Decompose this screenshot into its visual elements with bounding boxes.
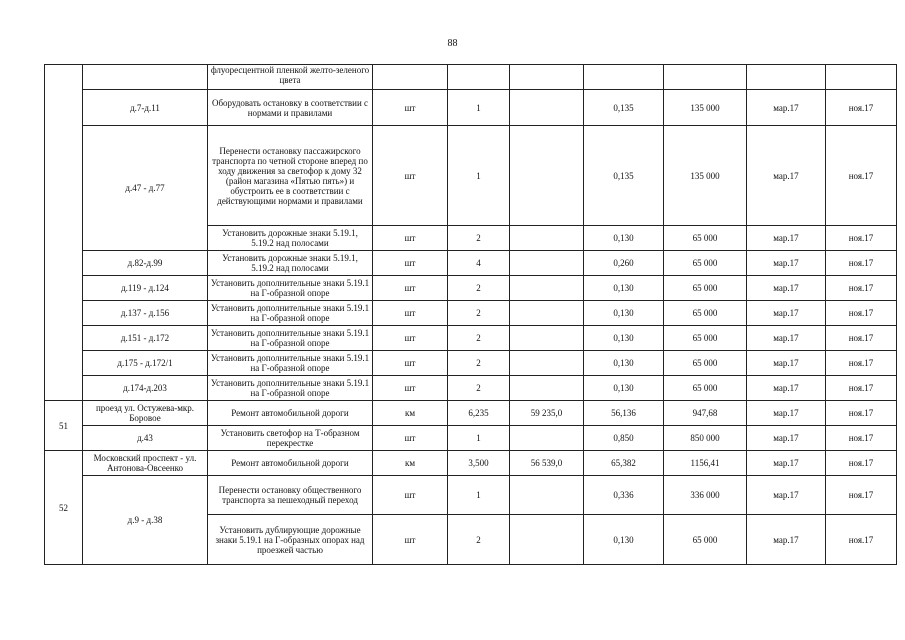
end-cell: ноя.17	[826, 276, 897, 301]
unit-cell: шт	[373, 515, 448, 565]
description-cell: Установить дополнительные знаки 5.19.1 на Г-образной опоре	[208, 376, 373, 401]
unit-cell: шт	[373, 226, 448, 251]
start-cell: мар.17	[747, 426, 826, 451]
end-cell: ноя.17	[826, 401, 897, 426]
unit-cell: шт	[373, 276, 448, 301]
start-cell: мар.17	[747, 90, 826, 126]
area-cell	[510, 301, 584, 326]
area-cell	[510, 226, 584, 251]
table-row	[45, 251, 897, 276]
end-cell: ноя.17	[826, 326, 897, 351]
area-cell: 56 539,0	[510, 451, 584, 476]
cost-cell: 0,130	[584, 276, 664, 301]
unit-cell: км	[373, 401, 448, 426]
unit-cell	[373, 65, 448, 90]
address-cell: д.7-д.11	[83, 90, 208, 126]
start-cell	[747, 65, 826, 90]
price-cell: 65 000	[664, 251, 747, 276]
price-cell: 947,68	[664, 401, 747, 426]
unit-cell: шт	[373, 376, 448, 401]
area-cell: 59 235,0	[510, 401, 584, 426]
unit-cell: шт	[373, 476, 448, 515]
price-cell: 65 000	[664, 515, 747, 565]
quantity-cell: 2	[448, 351, 510, 376]
table-row	[45, 476, 897, 515]
cost-cell: 0,260	[584, 251, 664, 276]
start-cell: мар.17	[747, 376, 826, 401]
quantity-cell: 4	[448, 251, 510, 276]
unit-cell: шт	[373, 301, 448, 326]
cost-cell	[584, 65, 664, 90]
address-cell: д.119 - д.124	[83, 276, 208, 301]
description-cell: Установить дорожные знаки 5.19.1, 5.19.2 над полосами	[208, 251, 373, 276]
price-cell: 65 000	[664, 351, 747, 376]
end-cell: ноя.17	[826, 451, 897, 476]
area-cell	[510, 476, 584, 515]
description-cell: Установить дополнительные знаки 5.19.1 на Г-образной опоре	[208, 326, 373, 351]
table-row	[45, 276, 897, 301]
area-cell	[510, 65, 584, 90]
description-cell: Установить светофор на Т-образном перекрестке	[208, 426, 373, 451]
end-cell: ноя.17	[826, 426, 897, 451]
description-cell: Перенести остановку пассажирского транспорта по четной стороне вперед по ходу движения за светофор к дому 32 (район магазина «Пятью пять») и обустроить ее в соответствии с действующими нормами и правилами	[208, 126, 373, 226]
description-cell: Установить дублирующие дорожные знаки 5.19.1 на Г-образных опорах над проезжей частью	[208, 515, 373, 565]
price-cell: 850 000	[664, 426, 747, 451]
cost-cell: 56,136	[584, 401, 664, 426]
area-cell	[510, 276, 584, 301]
end-cell: ноя.17	[826, 301, 897, 326]
unit-cell: км	[373, 451, 448, 476]
unit-cell: шт	[373, 90, 448, 126]
price-cell: 135 000	[664, 90, 747, 126]
cost-cell: 0,130	[584, 515, 664, 565]
address-cell: д.43	[83, 426, 208, 451]
cost-cell: 0,135	[584, 90, 664, 126]
unit-cell: шт	[373, 426, 448, 451]
address-cell	[83, 65, 208, 90]
end-cell: ноя.17	[826, 90, 897, 126]
cost-cell: 0,850	[584, 426, 664, 451]
price-cell: 65 000	[664, 376, 747, 401]
quantity-cell: 2	[448, 376, 510, 401]
address-cell: д.9 - д.38	[83, 476, 208, 565]
start-cell: мар.17	[747, 401, 826, 426]
quantity-cell: 1	[448, 126, 510, 226]
table-row	[45, 351, 897, 376]
quantity-cell: 2	[448, 301, 510, 326]
table-row	[45, 401, 897, 426]
area-cell	[510, 426, 584, 451]
quantity-cell: 6,235	[448, 401, 510, 426]
area-cell	[510, 326, 584, 351]
quantity-cell: 2	[448, 226, 510, 251]
item-number-cell: 52	[45, 451, 83, 565]
area-cell	[510, 90, 584, 126]
quantity-cell: 2	[448, 276, 510, 301]
address-cell: проезд ул. Остужева-мкр. Боровое	[83, 401, 208, 426]
start-cell: мар.17	[747, 301, 826, 326]
description-cell: Установить дополнительные знаки 5.19.1 на Г-образной опоре	[208, 276, 373, 301]
cost-cell: 0,130	[584, 226, 664, 251]
quantity-cell	[448, 65, 510, 90]
price-cell: 336 000	[664, 476, 747, 515]
quantity-cell: 3,500	[448, 451, 510, 476]
end-cell: ноя.17	[826, 515, 897, 565]
price-cell: 65 000	[664, 326, 747, 351]
unit-cell: шт	[373, 251, 448, 276]
description-cell: Установить дорожные знаки 5.19.1, 5.19.2 над полосами	[208, 226, 373, 251]
description-cell: Перенести остановку общественного транспорта за пешеходный переход	[208, 476, 373, 515]
area-cell	[510, 126, 584, 226]
price-cell: 1156,41	[664, 451, 747, 476]
description-cell: Ремонт автомобильной дороги	[208, 401, 373, 426]
address-cell: Московский проспект - ул. Антонова-Овсеенко	[83, 451, 208, 476]
cost-cell: 0,130	[584, 376, 664, 401]
start-cell: мар.17	[747, 326, 826, 351]
start-cell: мар.17	[747, 476, 826, 515]
end-cell: ноя.17	[826, 376, 897, 401]
area-cell	[510, 251, 584, 276]
cost-cell: 0,130	[584, 351, 664, 376]
works-table	[44, 64, 897, 565]
area-cell	[510, 515, 584, 565]
table-row	[45, 426, 897, 451]
unit-cell: шт	[373, 351, 448, 376]
table-row	[45, 326, 897, 351]
quantity-cell: 2	[448, 326, 510, 351]
end-cell: ноя.17	[826, 126, 897, 226]
table-row	[45, 376, 897, 401]
start-cell: мар.17	[747, 351, 826, 376]
price-cell: 65 000	[664, 301, 747, 326]
area-cell	[510, 376, 584, 401]
table-row	[45, 65, 897, 90]
start-cell: мар.17	[747, 515, 826, 565]
quantity-cell: 2	[448, 515, 510, 565]
table-row	[45, 126, 897, 226]
description-cell: Оборудовать остановку в соответствии с нормами и правилами	[208, 90, 373, 126]
unit-cell: шт	[373, 126, 448, 226]
end-cell: ноя.17	[826, 351, 897, 376]
end-cell: ноя.17	[826, 226, 897, 251]
start-cell: мар.17	[747, 126, 826, 226]
address-cell: д.82-д.99	[83, 251, 208, 276]
end-cell	[826, 65, 897, 90]
quantity-cell: 1	[448, 90, 510, 126]
table-row	[45, 301, 897, 326]
table-row	[45, 90, 897, 126]
address-cell: д.174-д.203	[83, 376, 208, 401]
description-cell: флуоресцентной пленкой желто-зеленого цвета	[208, 65, 373, 90]
description-cell: Установить дополнительные знаки 5.19.1 на Г-образной опоре	[208, 351, 373, 376]
cost-cell: 0,130	[584, 301, 664, 326]
table-row	[45, 451, 897, 476]
quantity-cell: 1	[448, 426, 510, 451]
start-cell: мар.17	[747, 251, 826, 276]
item-number-cell: 51	[45, 401, 83, 451]
end-cell: ноя.17	[826, 476, 897, 515]
start-cell: мар.17	[747, 451, 826, 476]
description-cell: Установить дополнительные знаки 5.19.1 на Г-образной опоре	[208, 301, 373, 326]
end-cell: ноя.17	[826, 251, 897, 276]
price-cell	[664, 65, 747, 90]
start-cell: мар.17	[747, 276, 826, 301]
address-cell: д.175 - д.172/1	[83, 351, 208, 376]
address-cell: д.47 - д.77	[83, 126, 208, 251]
price-cell: 135 000	[664, 126, 747, 226]
item-number-cell	[45, 65, 83, 401]
page-number: 88	[447, 38, 458, 49]
price-cell: 65 000	[664, 226, 747, 251]
description-cell: Ремонт автомобильной дороги	[208, 451, 373, 476]
area-cell	[510, 351, 584, 376]
cost-cell: 0,130	[584, 326, 664, 351]
price-cell: 65 000	[664, 276, 747, 301]
unit-cell: шт	[373, 326, 448, 351]
address-cell: д.137 - д.156	[83, 301, 208, 326]
cost-cell: 65,382	[584, 451, 664, 476]
cost-cell: 0,135	[584, 126, 664, 226]
start-cell: мар.17	[747, 226, 826, 251]
quantity-cell: 1	[448, 476, 510, 515]
cost-cell: 0,336	[584, 476, 664, 515]
address-cell: д.151 - д.172	[83, 326, 208, 351]
